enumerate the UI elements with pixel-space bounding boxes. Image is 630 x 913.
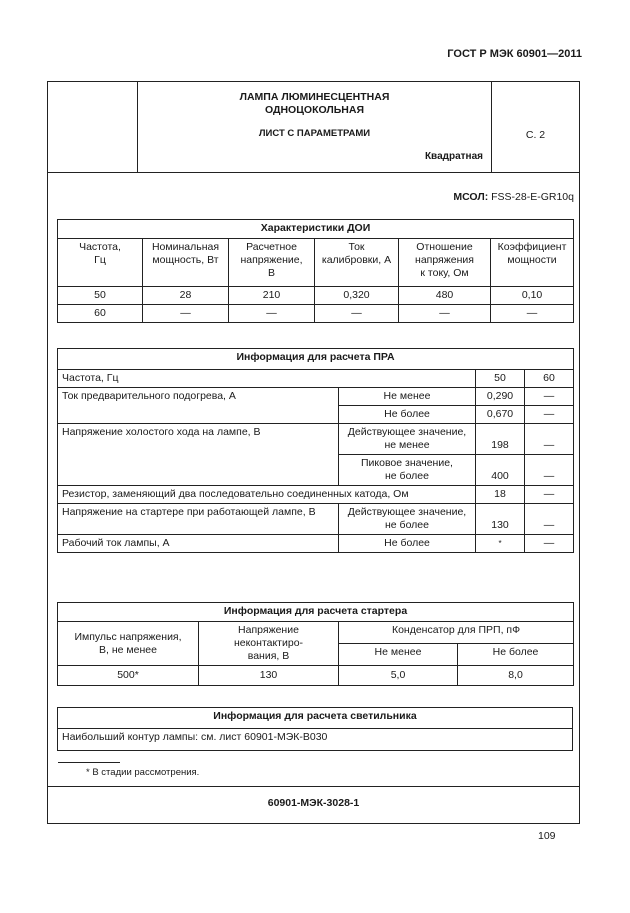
pra-starter-voltage-value: 130 [476, 504, 525, 535]
pra-ocv-peak-cond: Пиковое значение, не более [339, 455, 476, 486]
starter-title: Информация для расчета стартера [58, 603, 574, 622]
pra-freq-60: 60 [525, 370, 574, 388]
sheet-footer-divider [47, 786, 580, 787]
sheet-header-left-cell [47, 81, 138, 173]
mcol-designation [380, 191, 574, 203]
doi-header-frequency: Частота, Гц [58, 239, 143, 287]
sheet-header-right-cell [491, 81, 580, 173]
doi-header-voltage: Расчетное напряжение, В [229, 239, 315, 287]
doi-cell: — [229, 305, 315, 323]
pra-table [57, 348, 574, 553]
doi-row [58, 305, 574, 323]
doi-cell: 28 [143, 287, 229, 305]
page-number: 109 [538, 830, 556, 842]
pra-preheat-max: 0,670 [476, 406, 525, 424]
standard-number: ГОСТ Р МЭК 60901—2011 [447, 48, 582, 60]
starter-cap-min-value: 5,0 [339, 666, 458, 686]
doi-header-power: Номинальная мощность, Вт [143, 239, 229, 287]
pra-starter-voltage-cond: Действующее значение, не более [339, 504, 476, 535]
sheet-title [138, 91, 491, 117]
pra-preheat-max-cond: Не более [339, 406, 476, 424]
pra-freq-50: 50 [476, 370, 525, 388]
sheet-title-line1: ЛАМПА ЛЮМИНЕСЦЕНТНАЯ [239, 91, 390, 103]
starter-table [57, 602, 574, 686]
starter-header-cap-max: Не более [458, 644, 574, 666]
starter-header-capacitor: Конденсатор для ПРП, пФ [339, 622, 574, 644]
doi-cell: — [315, 305, 399, 323]
luminaire-table [57, 707, 573, 751]
pra-dash: — [525, 406, 574, 424]
doi-cell: — [491, 305, 574, 323]
pra-work-current-label: Рабочий ток лампы, А [58, 535, 339, 553]
luminaire-title: Информация для расчета светильника [58, 708, 573, 729]
pra-dash: — [525, 535, 574, 553]
pra-preheat-label: Ток предварительного подогрева, А [58, 388, 339, 424]
pra-dash: — [525, 504, 574, 535]
doi-header-current: Ток калибровки, А [315, 239, 399, 287]
mcol-value: FSS-28-E-GR10q [491, 191, 574, 203]
doi-cell: — [399, 305, 491, 323]
doi-cell: 60 [58, 305, 143, 323]
starter-header-nc-voltage: Напряжение неконтактиро- вания, В [199, 622, 339, 666]
doi-row [58, 287, 574, 305]
doi-cell: 0,10 [491, 287, 574, 305]
sheet-title-line2: ОДНОЦОКОЛЬНАЯ [264, 104, 365, 116]
sheet-subtitle: ЛИСТ С ПАРАМЕТРАМИ [258, 128, 371, 139]
starter-nc-voltage-value: 130 [199, 666, 339, 686]
pra-preheat-min-cond: Не менее [339, 388, 476, 406]
doi-title: Характеристики ДОИ [58, 220, 574, 239]
doi-table [57, 219, 574, 323]
pra-work-current-value: * [476, 535, 525, 553]
doi-cell: 50 [58, 287, 143, 305]
pra-resistor-label: Резистор, заменяющий два последовательно соединенных катода, Ом [58, 486, 476, 504]
pra-starter-voltage-label: Напряжение на стартере при работающей лампе, В [58, 504, 339, 535]
footnote-rule [58, 762, 120, 763]
pra-work-current-cond: Не более [339, 535, 476, 553]
pra-ocv-eff-cond: Действующее значение, не менее [339, 424, 476, 455]
doi-cell: 0,320 [315, 287, 399, 305]
luminaire-text: Наибольший контур лампы: см. лист 60901-МЭК-В030 [58, 729, 573, 751]
doi-cell: 480 [399, 287, 491, 305]
pra-frequency-label: Частота, Гц [58, 370, 476, 388]
doi-cell: 210 [229, 287, 315, 305]
doi-header-ratio: Отношение напряжения к току, Ом [399, 239, 491, 287]
pra-dash: — [525, 486, 574, 504]
doi-cell: — [143, 305, 229, 323]
footnote: * В стадии рассмотрения. [86, 767, 200, 778]
pra-ocv-eff: 198 [476, 424, 525, 455]
pra-ocv-label: Напряжение холостого хода на лампе, В [58, 424, 339, 486]
pra-preheat-min: 0,290 [476, 388, 525, 406]
pra-dash: — [525, 424, 574, 455]
page-reference: С. 2 [525, 129, 546, 141]
starter-header-pulse: Импульс напряжения, В, не менее [58, 622, 199, 666]
pra-dash: — [525, 388, 574, 406]
pra-resistor-value: 18 [476, 486, 525, 504]
pra-title: Информация для расчета ПРА [58, 349, 574, 370]
starter-header-cap-min: Не менее [339, 644, 458, 666]
starter-cap-max-value: 8,0 [458, 666, 574, 686]
starter-pulse-value: 500* [58, 666, 199, 686]
sheet-code: 60901-МЭК-3028-1 [267, 797, 360, 809]
lamp-shape: Квадратная [424, 151, 483, 162]
doi-header-power-factor: Коэффициент мощности [491, 239, 574, 287]
mcol-label: МСОЛ: [453, 191, 489, 203]
pra-ocv-peak: 400 [476, 455, 525, 486]
pra-dash: — [525, 455, 574, 486]
